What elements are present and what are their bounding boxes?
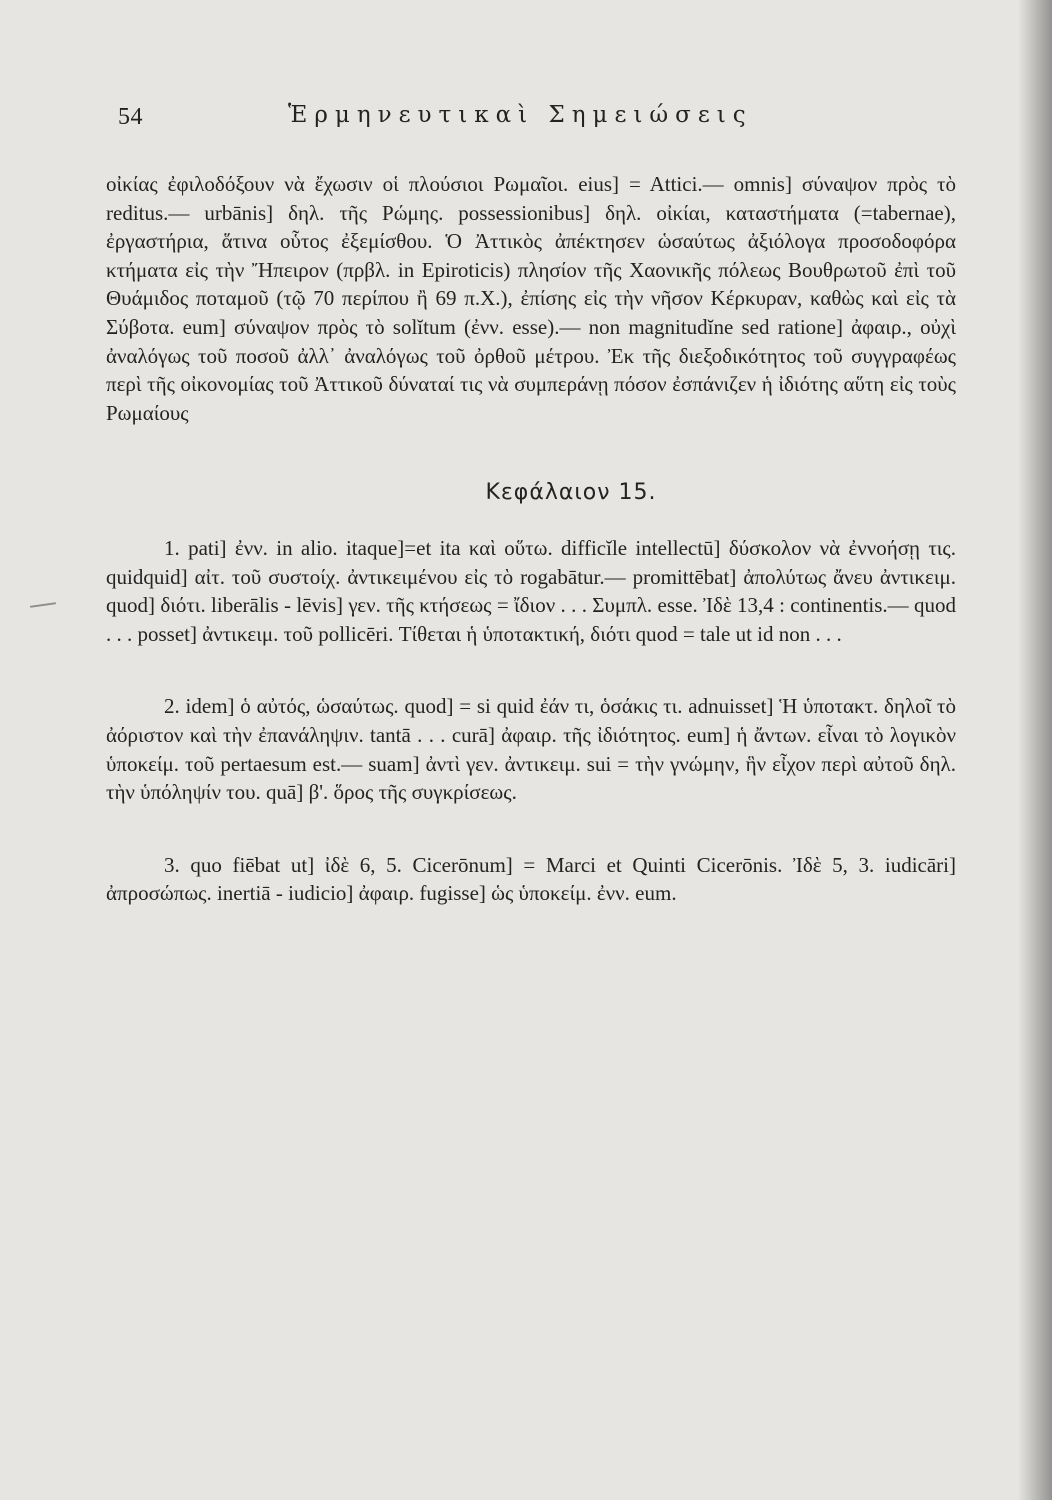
page-body <box>106 170 956 908</box>
running-title: Ἑρμηνευτικαὶ Σημειώσεις <box>288 102 753 128</box>
page-shadow-edge <box>1018 0 1052 1500</box>
note-2: 2. idem] ὁ αὐτός, ὡσαύτως. quod] = si quid ἐάν τι, ὁσάκις τι. adnuisset] Ἡ ὑποτακτ. δηλοῖ τὸ ἀόριστον καὶ τὴν ἐπανάληψιν. tantā . . . curā] ἀφαιρ. τῆς ἰδιότητος. eum] ἡ ἄντων. εἶναι τὸ λογικὸν ὑποκείμ. τοῦ pertaesum est.— suam] ἀντὶ γεν. ἀντικειμ. sui = τὴν γνώμην, ἣν εἶχον περὶ αὐτοῦ δηλ. τὴν ὑπόληψίν του. quā] β'. ὅρος τῆς συγκρίσεως. <box>106 694 956 805</box>
chapter-heading: Κεφάλαιον 15. <box>485 480 657 506</box>
intro-paragraph: οἰκίας ἐφιλοδόξουν νὰ ἔχωσιν οἱ πλούσιοι Ρωμαῖοι. eius] = Attici.— omnis] σύναψον πρὸς τὸ reditus.— urbānis] δηλ. τῆς Ρώμης. possessionibus] δηλ. οἰκίαι, καταστήματα (=tabernae), ἐργαστήρια, ἅτινα οὗτος ἐξεμίσθου. Ὁ Ἀττικὸς ἀπέκτησεν ὡσαύτως ἀξιόλογα προσοδοφόρα κτήματα εἰς τὴν Ἤπειρον (πρβλ. in Epiroticis) πλησίον τῆς Χαονικῆς πόλεως Βουθρωτοῦ ἐπὶ τοῦ Θυάμιδος ποταμοῦ (τῷ 70 περίπου ἢ 69 π.Χ.), ἐπίσης εἰς τὴν νῆσον Κέρκυραν, καθὼς καὶ εἰς τὰ Σύβοτα. eum] σύναψον πρὸς τὸ solĭtum (ἐνν. esse).— non magnitudĭne sed ratione] ἀφαιρ., οὐχὶ ἀναλόγως τοῦ ποσοῦ ἀλλ᾽ ἀναλόγως τοῦ ὀρθοῦ μέτρου. Ἐκ τῆς διεξοδικότητος τοῦ συγγραφέως περὶ τῆς οἰκονομίας τοῦ Ἀττικοῦ δύναταί τις νὰ συμπεράνῃ πόσον ἐσπάνιζεν ἡ ἰδιότης αὕτη εἰς τοὺς Ρωμαίους <box>106 172 956 425</box>
note-3: 3. quo fiēbat ut] ἰδὲ 6, 5. Cicerōnum] = Marci et Quinti Cicerōnis. Ἰδὲ 5, 3. iudicāri] ἀπροσώπως. inertiā - iudicio] ἀφαιρ. fugisse] ὡς ὑποκείμ. ἐνν. eum. <box>106 852 956 906</box>
page-number: 54 <box>118 104 143 130</box>
page-header <box>118 98 838 138</box>
note-1: 1. pati] ἐνν. in alio. itaque]=et ita καὶ οὕτω. difficĭle intellectū] δύσκολον νὰ ἐννοήσῃ τις. quidquid] αἰτ. τοῦ συστοίχ. ἀντικειμένου εἰς τὸ rogabātur.— promittēbat] ἀπολύτως ἄνευ ἀντικειμ. quod] διότι. liberālis - lēvis] γεν. τῆς κτήσεως = ἴδιον . . . Συμπλ. esse. Ἰδὲ 13,4 : continentis.— quod . . . posset] ἀντικειμ. τοῦ pollicēri. Τίθεται ἡ ὑποτακτική, διότι quod = tale ut id non . . . <box>106 535 956 646</box>
margin-mark <box>30 602 56 608</box>
